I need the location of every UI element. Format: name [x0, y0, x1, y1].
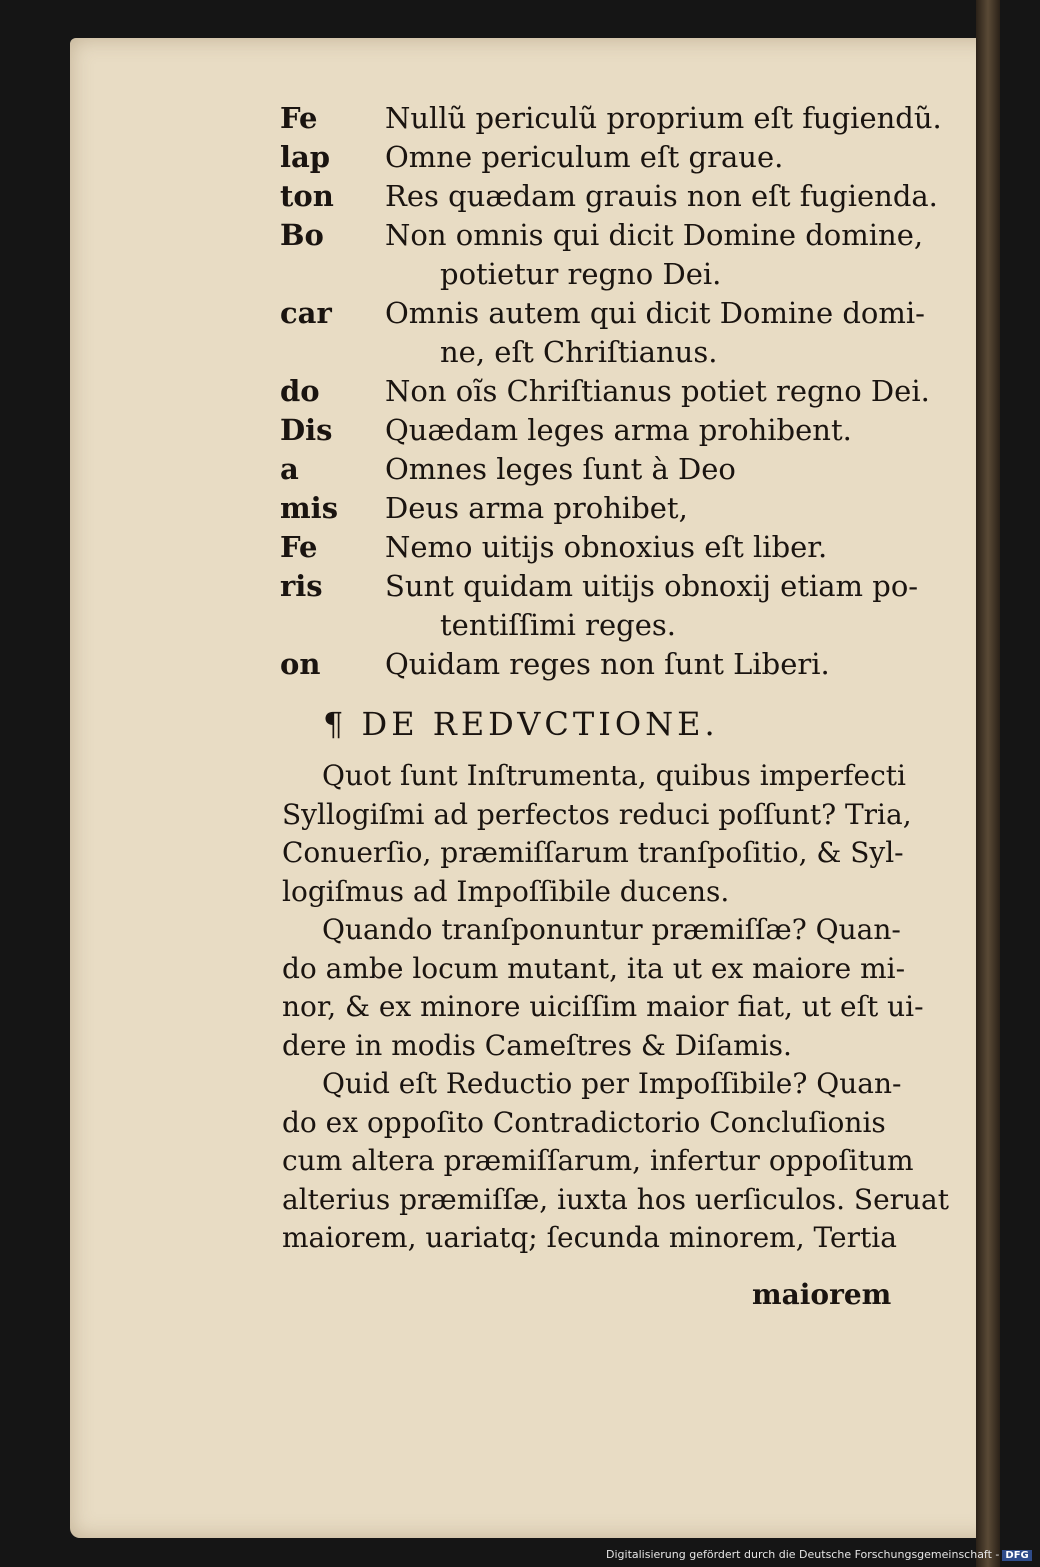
syllogism-line [70, 176, 996, 216]
syllogism-line [70, 137, 996, 177]
proposition-text: Sunt quidam uitijs obnoxij etiam po- [385, 569, 919, 603]
paragraph-line: Conuerſio, præmiſſarum tranſpoſitio, & Syl- [282, 836, 904, 869]
mnemonic-syllable: ton [280, 179, 334, 213]
paragraph-line: nor, & ex minore uiciſſim maior fiat, ut eſt ui- [282, 990, 924, 1023]
mnemonic-syllable: lap [280, 140, 331, 174]
proposition-text: Deus arma prohibet, [385, 491, 688, 525]
mnemonic-syllable: Fe [280, 530, 318, 564]
syllogism-line [70, 254, 996, 294]
mnemonic-syllable: car [280, 296, 332, 330]
proposition-text: tentiſſimi reges. [440, 608, 677, 642]
proposition-text: Omne periculum eſt graue. [385, 140, 784, 174]
syllogism-line [70, 488, 996, 528]
proposition-text: Non oĩs Chriſtianus potiet regno Dei. [385, 374, 930, 408]
syllogism-line [70, 293, 996, 333]
paragraph-line: Quando tranſponuntur præmiſſæ? Quan- [322, 913, 901, 946]
syllogism-line [70, 98, 996, 138]
paragraph-line: cum altera præmiſſarum, infertur oppoſitum [282, 1144, 914, 1177]
proposition-text: Nullũ periculũ proprium eſt fugiendũ. [385, 101, 942, 135]
proposition-text: Omnes leges ſunt à Deo [385, 452, 736, 486]
syllogism-line [70, 605, 996, 645]
proposition-text: Omnis autem qui dicit Domine domi- [385, 296, 925, 330]
syllogism-line [70, 332, 996, 372]
mnemonic-syllable: ris [280, 569, 323, 603]
catchword: maiorem [752, 1278, 892, 1311]
syllogism-block [70, 98, 996, 698]
paragraph-line: do ex oppoſito Contradictorio Concluſionis [282, 1105, 886, 1139]
proposition-text: Non omnis qui dicit Domine domine, [385, 218, 924, 252]
mnemonic-syllable: Dis [280, 413, 333, 447]
mnemonic-syllable: mis [280, 491, 339, 525]
footer-text: Digitalisierung gefördert durch die Deutsche Forschungsgemeinschaft - [606, 1548, 1000, 1561]
paragraph-line: logiſmus ad Impoſſibile ducens. [282, 874, 730, 908]
proposition-text: Res quædam grauis non eſt fugienda. [385, 179, 938, 213]
syllogism-line [70, 410, 996, 450]
mnemonic-syllable: Fe [280, 101, 318, 135]
paragraph-line: do ambe locum mutant, ita ut ex maiore mi- [282, 951, 906, 985]
mnemonic-syllable: on [280, 647, 321, 681]
paragraph-line: dere in modis Cameſtres & Diſamis. [282, 1028, 792, 1062]
proposition-text: Quædam leges arma prohibent. [385, 413, 852, 447]
syllogism-line [70, 644, 996, 684]
digitization-credit [606, 1548, 1032, 1561]
syllogism-line [70, 215, 996, 255]
paragraph-line: maiorem, uariatq; ſecunda minorem, Tertia [282, 1221, 897, 1254]
dfg-logo: DFG [1002, 1550, 1031, 1561]
mnemonic-syllable: do [280, 374, 320, 408]
paragraph-line: Quid eſt Reductio per Impoſſibile? Quan- [322, 1067, 902, 1100]
proposition-text: potietur regno Dei. [440, 257, 722, 291]
proposition-text: Nemo uitijs obnoxius eſt liber. [385, 530, 828, 564]
syllogism-line [70, 566, 996, 606]
paragraph-line: Syllogiſmi ad perfectos reduci poſſunt? Tria, [282, 797, 912, 831]
proposition-text: ne, eſt Chriſtianus. [440, 335, 718, 369]
paragraph-line: alterius præmiſſæ, iuxta hos uerſiculos. Seruat [282, 1182, 949, 1216]
syllogism-line [70, 527, 996, 567]
reduction-paragraphs [70, 756, 996, 1276]
syllogism-line [70, 371, 996, 411]
section-heading: ¶ DE REDVCTIONE. [323, 705, 719, 743]
paragraph-line: Quot ſunt Inſtrumenta, quibus imperfecti [322, 759, 906, 792]
mnemonic-syllable: Bo [280, 218, 324, 252]
syllogism-line [70, 449, 996, 489]
proposition-text: Quidam reges non ſunt Liberi. [385, 647, 830, 681]
mnemonic-syllable: a [280, 452, 299, 486]
